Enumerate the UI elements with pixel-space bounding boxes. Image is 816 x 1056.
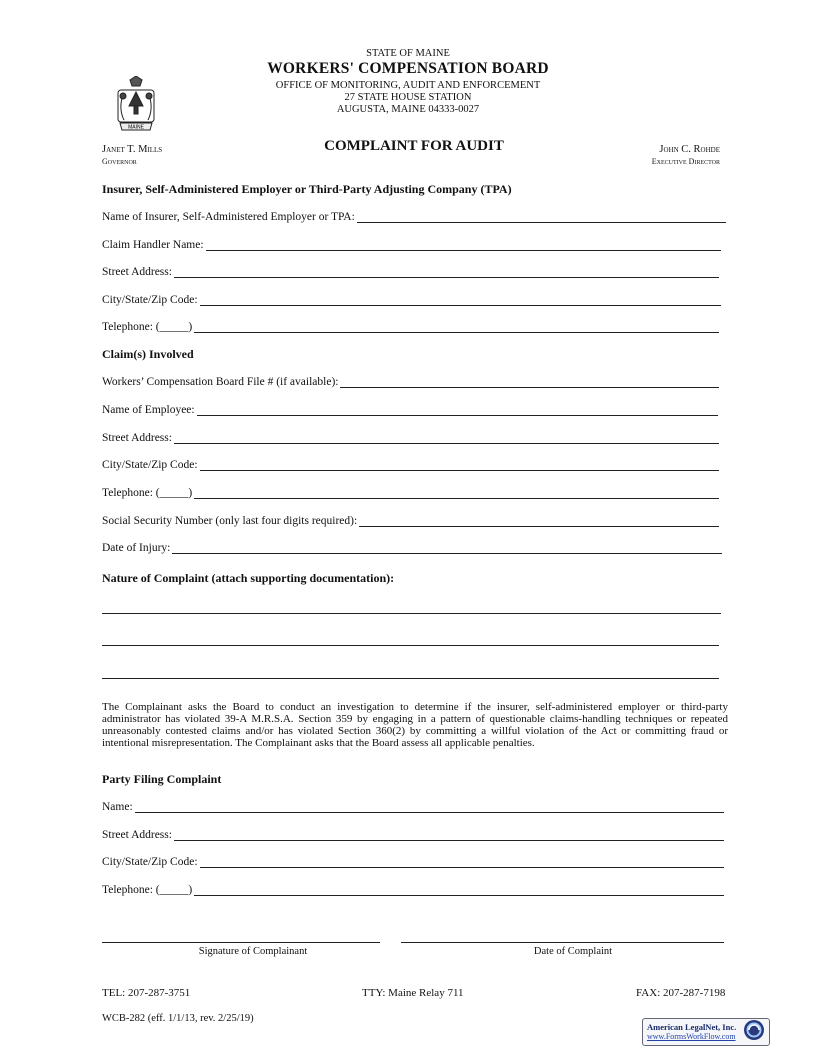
- party-name-field[interactable]: [135, 801, 724, 813]
- insurer-telephone-field[interactable]: [194, 321, 719, 333]
- globe-icon: [743, 1019, 765, 1046]
- board-file-field[interactable]: [340, 376, 719, 388]
- party-city-row: City/State/Zip Code:: [102, 853, 724, 868]
- party-street-field[interactable]: [174, 829, 724, 841]
- city-address: AUGUSTA, MAINE 04333-0027: [336, 104, 480, 115]
- form-title: COMPLAINT FOR AUDIT: [324, 138, 504, 154]
- employee-name-row: Name of Employee:: [102, 401, 718, 416]
- party-city-field[interactable]: [200, 856, 724, 868]
- badge-company: American LegalNet, Inc.: [647, 1022, 737, 1032]
- insurer-name-field[interactable]: [357, 211, 726, 223]
- nature-line-1[interactable]: [102, 612, 721, 614]
- complainant-statement: The Complainant asks the Board to conduct an investigation to determine if the insurer, self-administered employer or third-party administrator has violated 39-A M.R.S.A. Section 359 by engaging in a pattern of questionable claims-handling techniques or repeated unreasonably contested claims and/or has violated Section 360(2) by committing a willful violation of the Act or committing fraud or intentional misrepresentation. The Complainant asks that the Board assess all applicable penalties.: [102, 701, 728, 749]
- employee-telephone-field[interactable]: [194, 487, 719, 499]
- employee-street-row: Street Address:: [102, 429, 719, 444]
- svg-text:MAINE: MAINE: [128, 124, 144, 131]
- nature-line-2[interactable]: [102, 644, 719, 646]
- signature-line[interactable]: [102, 941, 380, 943]
- nature-line-3[interactable]: [102, 677, 719, 679]
- board-name: WORKERS' COMPENSATION BOARD: [267, 60, 549, 77]
- governor-name: Janet T. Mills: [102, 144, 163, 155]
- insurer-telephone-row: Telephone: (_____): [102, 318, 719, 333]
- party-name-row: Name:: [102, 798, 724, 813]
- insurer-street-row: Street Address:: [102, 263, 719, 278]
- director-title: Executive Director: [651, 157, 720, 166]
- ssn-row: Social Security Number (only last four digits required):: [102, 512, 719, 527]
- date-line[interactable]: [401, 941, 724, 943]
- employee-telephone-row: Telephone: (_____): [102, 484, 719, 499]
- form-id: WCB-282 (eff. 1/1/13, rev. 2/25/19): [102, 1013, 254, 1024]
- signature-label: Signature of Complainant: [198, 946, 308, 957]
- board-file-row: Workers’ Compensation Board File # (if available):: [102, 373, 719, 388]
- ssn-field[interactable]: [359, 515, 719, 527]
- employee-name-field[interactable]: [197, 404, 718, 416]
- party-telephone-field[interactable]: [194, 884, 724, 896]
- station-address: 27 STATE HOUSE STATION: [344, 92, 472, 103]
- legalnet-badge[interactable]: [642, 1018, 770, 1046]
- claims-section-heading: Claim(s) Involved: [102, 347, 194, 361]
- party-telephone-row: Telephone: (_____): [102, 881, 724, 896]
- director-name: John C. Rohde: [659, 144, 720, 155]
- date-of-injury-field[interactable]: [172, 542, 722, 554]
- state-heading: STATE OF MAINE: [366, 48, 450, 59]
- badge-website[interactable]: www.FormsWorkFlow.com: [647, 1032, 736, 1041]
- insurer-city-row: City/State/Zip Code:: [102, 291, 721, 306]
- insurer-name-row: Name of Insurer, Self-Administered Employer or TPA:: [102, 208, 726, 223]
- fax-number: FAX: 207-287-7198: [636, 987, 726, 999]
- insurer-street-field[interactable]: [174, 266, 719, 278]
- state-seal-icon: [112, 76, 160, 134]
- nature-section-heading: Nature of Complaint (attach supporting documentation):: [102, 571, 395, 585]
- employee-street-field[interactable]: [174, 432, 719, 444]
- claim-handler-field[interactable]: [206, 239, 721, 251]
- telephone-number: TEL: 207-287-3751: [102, 987, 191, 999]
- party-section-heading: Party Filing Complaint: [102, 772, 222, 786]
- employee-city-field[interactable]: [200, 459, 719, 471]
- insurer-city-field[interactable]: [200, 294, 721, 306]
- insurer-section-heading: Insurer, Self-Administered Employer or Third-Party Adjusting Company (TPA): [102, 182, 512, 196]
- office-name: OFFICE OF MONITORING, AUDIT AND ENFORCEMENT: [275, 80, 541, 91]
- date-of-injury-row: Date of Injury:: [102, 539, 722, 554]
- tty-number: TTY: Maine Relay 711: [362, 987, 464, 999]
- claim-handler-row: Claim Handler Name:: [102, 236, 721, 251]
- employee-city-row: City/State/Zip Code:: [102, 456, 719, 471]
- governor-title: Governor: [102, 157, 137, 166]
- party-street-row: Street Address:: [102, 826, 724, 841]
- date-label: Date of Complaint: [533, 946, 613, 957]
